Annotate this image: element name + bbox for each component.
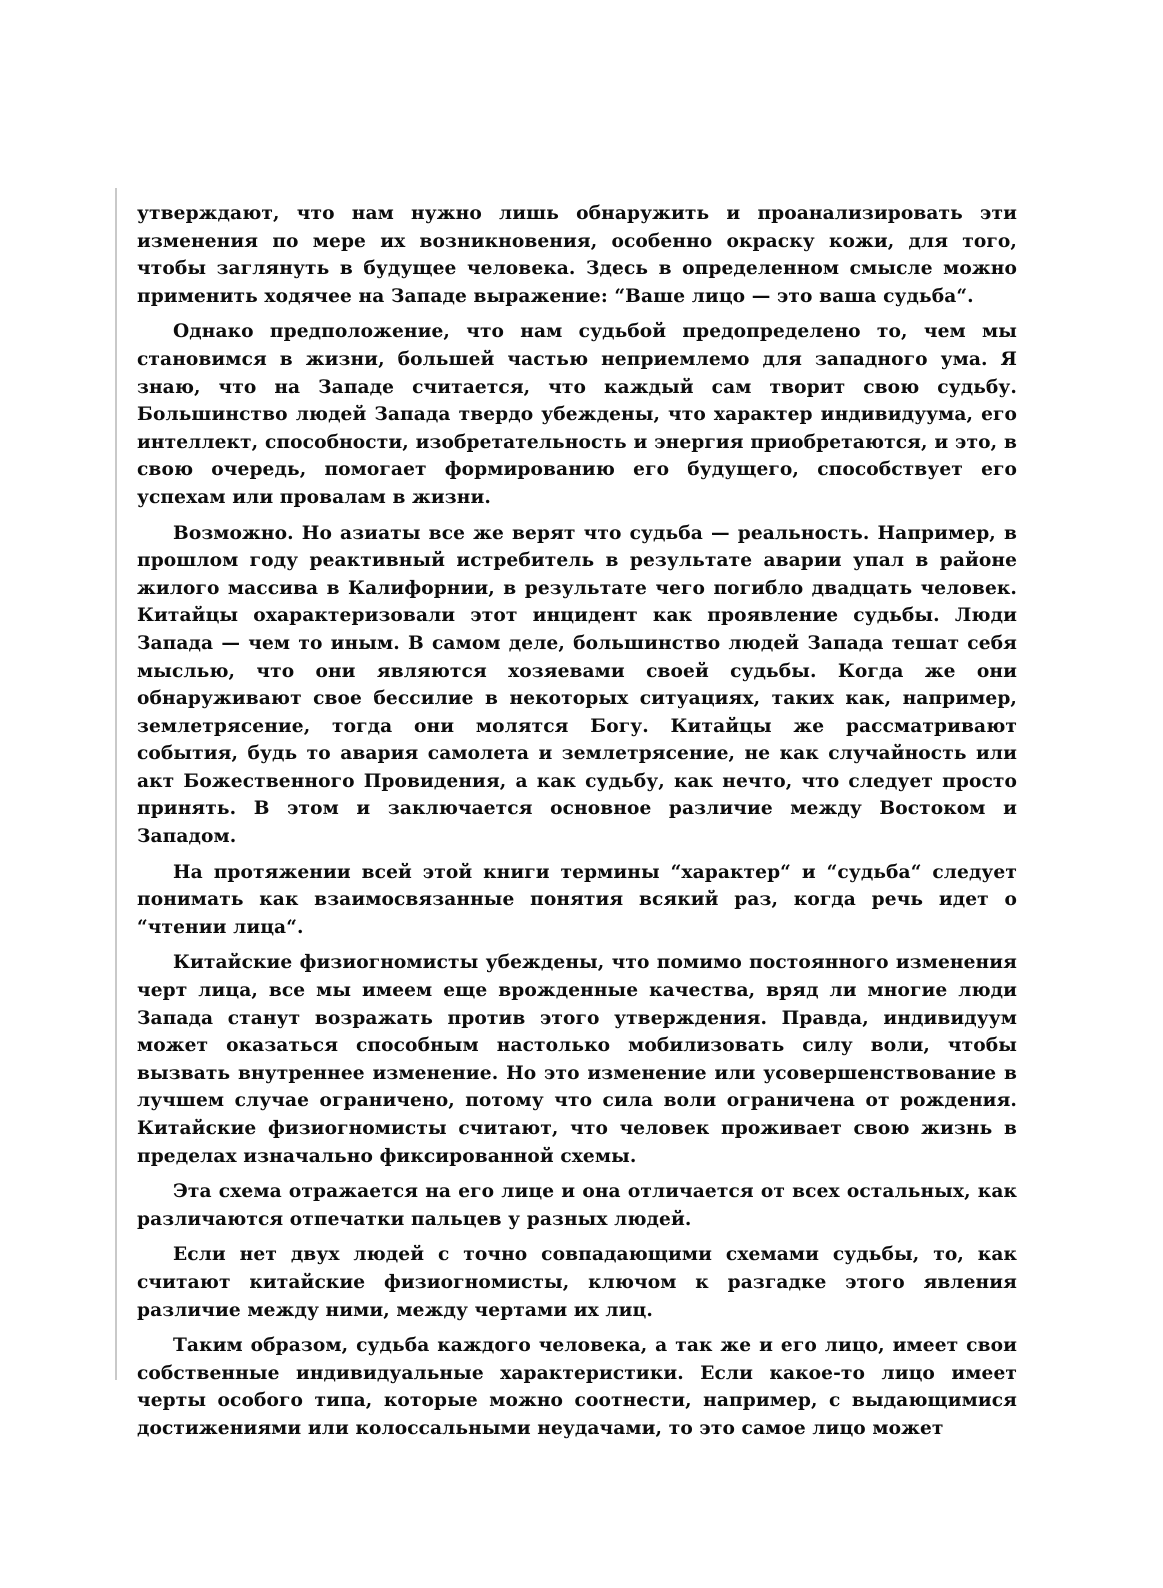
paragraph-1: утверждают, что нам нужно лишь обнаружить и проанализировать эти изменения по мере их возникновения, особенно окраску кожи, для того, чтобы заглянуть в будущее человека. Здесь в определенном смысле можно применить ходячее на Западе выражение: “Ваше лицо — это ваша судьба“. [137, 203, 1017, 307]
page-text-body [137, 200, 1017, 1451]
paragraph-3: Возможно. Но азиаты все же верят что судьба — реальность. Например, в прошлом году реактивный истребитель в результате аварии упал в районе жилого массива в Калифорнии, в результате чего погибло двадцать человек. Китайцы охарактеризовали этот инцидент как проявление судьбы. Люди Запада — чем то иным. В самом деле, большинство людей Запада тешат себя мыслью, что они являются хозяевами своей судьбы. Когда же они обнаруживают свое бессилие в некоторых ситуациях, таких как, например, землетрясение, тогда они молятся Богу. Китайцы же рассматривают события, будь то авария самолета и землетрясение, не как случайность или акт Божественного Провидения, а как судьбу, как нечто, что следует просто принять. В этом и заключается основное различие между Востоком и Западом. [137, 522, 1017, 848]
paragraph-2: Однако предположение, что нам судьбой предопределено то, чем мы становимся в жизни, большей частью неприемлемо для западного ума. Я знаю, что на Западе считается, что каждый сам творит свою судьбу. Большинство людей Запада твердо убеждены, что характер индивидуума, его интеллект, способности, изобретательность и энергия приобретаются, и это, в свою очередь, помогает формированию его будущего, способствует его успехам или провалам в жизни. [137, 321, 1017, 508]
paragraph-4: На протяжении всей этой книги термины “характер“ и “судьба“ следует понимать как взаимосвязанные понятия всякий раз, когда речь идет о “чтении лица“. [137, 861, 1017, 938]
paragraph-5: Китайские физиогномисты убеждены, что помимо постоянного изменения черт лица, все мы имеем еще врожденные качества, вряд ли многие люди Запада станут возражать против этого утверждения. Правда, индивидуум может оказаться способным настолько мобилизовать силу воли, чтобы вызвать внутреннее изменение. Но это изменение или усовершенствование в лучшем случае ограничено, потому что сила воли ограничена от рождения. Китайские физиогномисты считают, что человек проживает свою жизнь в пределах изначально фиксированной схемы. [137, 952, 1017, 1167]
page-margin-line [115, 188, 117, 1380]
paragraph-8: Таким образом, судьба каждого человека, а так же и его лицо, имеет свои собственные индивидуальные характеристики. Если какое-то лицо имеет черты особого типа, которые можно соотнести, например, с выдающимися достижениями или колоссальными неудачами, то это самое лицо может [137, 1335, 1017, 1439]
paragraph-7: Если нет двух людей с точно совпадающими схемами судьбы, то, как считают китайские физиогномисты, ключом к разгадке этого явления различие между ними, между чертами их лиц. [137, 1244, 1017, 1321]
paragraph-6: Эта схема отражается на его лице и она отличается от всех остальных, как различаются отпечатки пальцев у разных людей. [137, 1181, 1017, 1230]
